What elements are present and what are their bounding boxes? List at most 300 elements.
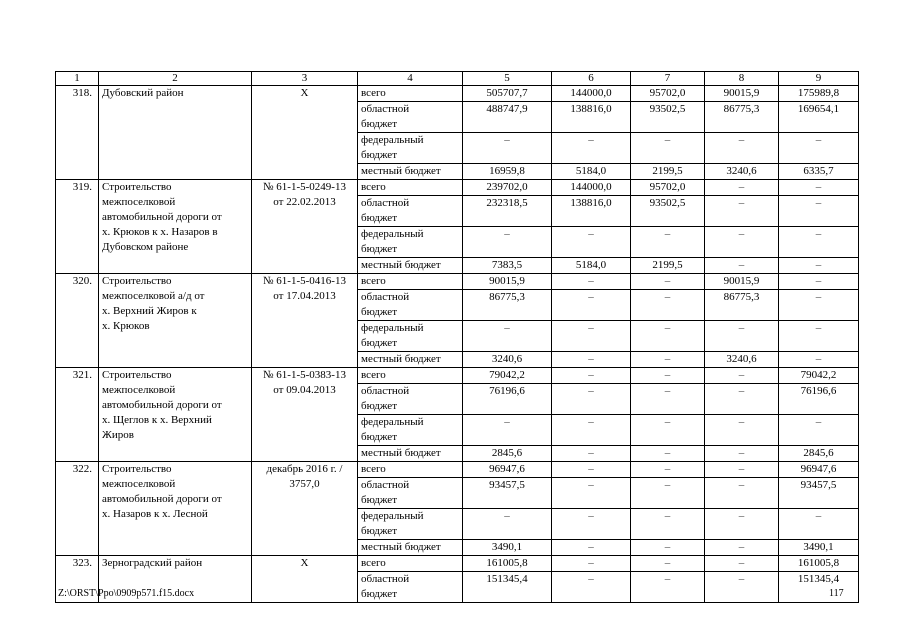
funding-source	[358, 462, 463, 478]
amount-cell	[705, 102, 779, 133]
amount-cell	[631, 321, 705, 352]
amount-cell	[705, 540, 779, 556]
amount-value: 232318,5	[486, 197, 528, 209]
text-line: областной	[361, 291, 410, 303]
amount-value: –	[504, 510, 510, 522]
text-line: Дубовский район	[102, 87, 184, 99]
text-line: бюджет	[361, 400, 397, 412]
amount-cell	[631, 102, 705, 133]
amount-value: –	[664, 463, 671, 475]
amount-cell	[779, 133, 859, 164]
row-number: 319.	[56, 180, 99, 274]
text-line: автомобильной дороги от	[102, 493, 222, 505]
amount-value: –	[588, 479, 594, 491]
text-line: местный бюджет	[361, 353, 441, 365]
document-ref	[252, 462, 358, 556]
amount-value: 161005,8	[797, 557, 840, 569]
amount-value: –	[738, 134, 745, 146]
amount-value: –	[738, 369, 745, 381]
amount-value: –	[588, 510, 594, 522]
amount-cell	[705, 180, 779, 196]
amount-value: –	[588, 541, 594, 553]
amount-value: –	[738, 479, 745, 491]
text-line: всего	[361, 557, 386, 569]
amount-value: 79042,2	[489, 369, 525, 381]
amount-cell	[705, 227, 779, 258]
funding-source	[358, 290, 463, 321]
amount-cell	[631, 196, 705, 227]
funding-source	[358, 196, 463, 227]
amount-cell	[705, 478, 779, 509]
amount-cell	[779, 384, 859, 415]
document-ref	[252, 180, 358, 274]
amount-value: –	[588, 228, 594, 240]
funding-source	[358, 227, 463, 258]
amount-value: –	[738, 447, 745, 459]
funding-source	[358, 368, 463, 384]
amount-cell	[552, 133, 631, 164]
amount-value: 90015,9	[723, 275, 760, 287]
amount-value: 2845,6	[803, 447, 834, 459]
amount-cell	[705, 384, 779, 415]
amount-cell	[463, 572, 552, 603]
amount-value: 86775,3	[723, 103, 760, 115]
amount-value: 3240,6	[491, 353, 523, 365]
amount-cell	[705, 86, 779, 102]
amount-cell	[552, 86, 631, 102]
amount-cell	[552, 321, 631, 352]
amount-value: –	[664, 479, 671, 491]
text-line: бюджет	[361, 525, 397, 537]
table-row	[56, 180, 859, 196]
amount-cell	[705, 290, 779, 321]
amount-cell	[779, 227, 859, 258]
text-line: областной	[361, 479, 410, 491]
amount-cell	[779, 462, 859, 478]
amount-value: 96947,6	[800, 463, 837, 475]
amount-value: 86775,3	[489, 291, 525, 303]
amount-value: 3240,6	[726, 353, 757, 365]
file-path: Z:\ORST\Ppo\0909p571.f15.docx	[58, 588, 195, 599]
amount-value: 144000,0	[570, 87, 612, 99]
document-ref	[252, 274, 358, 368]
funding-source	[358, 133, 463, 164]
amount-value: –	[738, 259, 745, 271]
amount-value: 93457,5	[489, 479, 525, 491]
amount-value: –	[738, 510, 745, 522]
amount-value: –	[738, 322, 745, 334]
amount-cell	[631, 133, 705, 164]
amount-value: –	[738, 197, 745, 209]
amount-cell	[631, 352, 705, 368]
amount-value: 90015,9	[489, 275, 525, 287]
text-line: № 61-1-5-0383-13	[263, 369, 346, 381]
amount-value: –	[664, 416, 671, 428]
amount-value: 505707,7	[486, 87, 528, 99]
amount-cell	[552, 509, 631, 540]
amount-cell	[463, 290, 552, 321]
amount-value: –	[815, 510, 822, 522]
amount-cell	[552, 290, 631, 321]
text-line: от 17.04.2013	[273, 290, 336, 302]
amount-cell	[552, 274, 631, 290]
amount-value: –	[738, 557, 745, 569]
text-line: федеральный	[361, 134, 424, 146]
column-header: 9	[779, 72, 859, 86]
amount-cell	[631, 462, 705, 478]
amount-value: 3240,6	[726, 165, 757, 177]
amount-cell	[463, 352, 552, 368]
text-line: № 61-1-5-0416-13	[263, 275, 346, 287]
amount-value: –	[588, 557, 594, 569]
amount-value: –	[738, 416, 745, 428]
table-row	[56, 274, 859, 290]
amount-cell	[705, 446, 779, 462]
text-line: всего	[361, 369, 386, 381]
amount-value: –	[815, 134, 822, 146]
amount-value: –	[815, 228, 822, 240]
amount-value: –	[664, 447, 671, 459]
text-line: Зерноградский район	[102, 557, 203, 569]
amount-value: 2199,5	[652, 165, 683, 177]
amount-value: 151345,4	[797, 573, 840, 585]
amount-value: 5184,0	[575, 259, 607, 271]
funding-source	[358, 102, 463, 133]
funding-source	[358, 509, 463, 540]
amount-cell	[552, 556, 631, 572]
amount-value: –	[815, 291, 822, 303]
text-line: областной	[361, 573, 410, 585]
amount-cell	[552, 352, 631, 368]
amount-cell	[552, 384, 631, 415]
amount-value: –	[588, 369, 594, 381]
amount-value: 138816,0	[570, 103, 612, 115]
text-line: автомобильной дороги от	[102, 211, 222, 223]
table-row	[56, 556, 859, 572]
amount-cell	[631, 556, 705, 572]
funding-source	[358, 478, 463, 509]
text-line: бюджет	[361, 588, 397, 600]
amount-cell	[552, 572, 631, 603]
amount-value: 3490,1	[803, 541, 834, 553]
amount-cell	[552, 446, 631, 462]
amount-cell	[631, 368, 705, 384]
amount-cell	[779, 556, 859, 572]
table-row	[56, 368, 859, 384]
amount-cell	[463, 509, 552, 540]
amount-cell	[779, 164, 859, 180]
funding-source	[358, 258, 463, 274]
amount-cell	[463, 462, 552, 478]
text-line: х. Верхний Жиров к	[102, 305, 197, 317]
amount-value: –	[504, 228, 510, 240]
text-line: бюджет	[361, 306, 397, 318]
funding-source	[358, 384, 463, 415]
amount-value: –	[664, 275, 671, 287]
amount-cell	[552, 462, 631, 478]
document-ref	[252, 368, 358, 462]
page-number: 117	[829, 588, 844, 599]
text-line: бюджет	[361, 337, 397, 349]
amount-value: 488747,9	[486, 103, 528, 115]
funding-source	[358, 321, 463, 352]
amount-value: 79042,2	[800, 369, 837, 381]
column-header: 1	[56, 72, 99, 86]
amount-value: 93502,5	[649, 103, 686, 115]
amount-value: –	[815, 322, 822, 334]
amount-cell	[705, 321, 779, 352]
text-line: всего	[361, 463, 386, 475]
document-ref	[252, 556, 358, 603]
object-name	[99, 462, 252, 556]
amount-cell	[705, 352, 779, 368]
amount-cell	[705, 415, 779, 446]
amount-cell	[779, 352, 859, 368]
amount-value: –	[664, 369, 671, 381]
text-line: Х	[300, 87, 309, 99]
amount-value: –	[664, 573, 671, 585]
text-line: межпоселковой	[102, 196, 176, 208]
amount-cell	[779, 196, 859, 227]
text-line: от 22.02.2013	[273, 196, 336, 208]
amount-value: –	[815, 259, 822, 271]
column-header: 5	[463, 72, 552, 86]
amount-cell	[552, 540, 631, 556]
text-line: 3757,0	[289, 478, 320, 490]
amount-value: –	[504, 322, 510, 334]
amount-value: 90015,9	[723, 87, 760, 99]
amount-cell	[552, 258, 631, 274]
text-line: бюджет	[361, 212, 397, 224]
amount-value: –	[588, 134, 594, 146]
object-name	[99, 368, 252, 462]
amount-cell	[552, 164, 631, 180]
amount-cell	[631, 258, 705, 274]
amount-cell	[779, 321, 859, 352]
amount-value: 16959,8	[489, 165, 525, 177]
amount-cell	[552, 196, 631, 227]
amount-value: –	[738, 541, 745, 553]
row-number: 322.	[56, 462, 99, 556]
amount-value: –	[664, 353, 671, 365]
text-line: № 61-1-5-0249-13	[263, 181, 346, 193]
text-line: Жиров	[102, 429, 134, 441]
amount-value: –	[664, 322, 671, 334]
amount-cell	[705, 164, 779, 180]
amount-cell	[705, 572, 779, 603]
amount-cell	[463, 86, 552, 102]
amount-cell	[705, 274, 779, 290]
amount-value: –	[664, 557, 671, 569]
amount-cell	[705, 133, 779, 164]
amount-cell	[779, 368, 859, 384]
amount-value: 96947,6	[489, 463, 525, 475]
amount-value: 144000,0	[570, 181, 612, 193]
amount-cell	[631, 274, 705, 290]
amount-cell	[463, 102, 552, 133]
amount-value: 151345,4	[486, 573, 528, 585]
amount-cell	[779, 572, 859, 603]
amount-value: –	[588, 291, 594, 303]
amount-cell	[779, 446, 859, 462]
text-line: межпоселковой а/д от	[102, 290, 205, 302]
amount-cell	[631, 415, 705, 446]
amount-cell	[552, 415, 631, 446]
amount-value: –	[664, 291, 671, 303]
amount-value: –	[588, 573, 594, 585]
amount-value: –	[664, 134, 671, 146]
amount-value: 2199,5	[652, 259, 683, 271]
text-line: областной	[361, 103, 410, 115]
row-number: 321.	[56, 368, 99, 462]
amount-value: 76196,6	[800, 385, 837, 397]
amount-value: 5184,0	[575, 165, 607, 177]
amount-value: –	[815, 275, 822, 287]
amount-cell	[631, 509, 705, 540]
amount-value: –	[738, 181, 745, 193]
amount-cell	[631, 86, 705, 102]
row-number: 320.	[56, 274, 99, 368]
amount-cell	[705, 556, 779, 572]
text-line: бюджет	[361, 494, 397, 506]
amount-cell	[779, 258, 859, 274]
text-line: местный бюджет	[361, 447, 441, 459]
text-line: Строительство	[102, 369, 172, 381]
amount-cell	[463, 556, 552, 572]
amount-value: –	[815, 353, 822, 365]
amount-value: –	[588, 463, 594, 475]
amount-cell	[631, 164, 705, 180]
amount-cell	[705, 368, 779, 384]
text-line: местный бюджет	[361, 541, 441, 553]
amount-value: 239702,0	[486, 181, 528, 193]
amount-cell	[463, 258, 552, 274]
text-line: федеральный	[361, 322, 424, 334]
column-header: 6	[552, 72, 631, 86]
amount-value: –	[664, 541, 671, 553]
amount-value: 175989,8	[797, 87, 840, 99]
text-line: Строительство	[102, 275, 172, 287]
funding-source	[358, 180, 463, 196]
funding-source	[358, 86, 463, 102]
header-row	[56, 72, 859, 86]
text-line: автомобильной дороги от	[102, 399, 222, 411]
table-row	[56, 86, 859, 102]
text-line: х. Назаров к х. Лесной	[102, 508, 208, 520]
column-header: 3	[252, 72, 358, 86]
text-line: областной	[361, 197, 410, 209]
amount-cell	[705, 196, 779, 227]
amount-cell	[631, 446, 705, 462]
amount-value: 169654,1	[797, 103, 840, 115]
amount-cell	[463, 368, 552, 384]
funding-source	[358, 446, 463, 462]
amount-value: –	[815, 181, 822, 193]
amount-cell	[705, 462, 779, 478]
table-row	[56, 462, 859, 478]
text-line: всего	[361, 275, 386, 287]
amount-cell	[631, 540, 705, 556]
amount-cell	[552, 180, 631, 196]
budget-table	[55, 71, 859, 603]
amount-cell	[779, 415, 859, 446]
amount-cell	[463, 274, 552, 290]
text-line: х. Крюков к х. Назаров в	[102, 226, 218, 238]
object-name	[99, 86, 252, 180]
text-line: бюджет	[361, 243, 397, 255]
column-header: 8	[705, 72, 779, 86]
amount-value: –	[588, 416, 594, 428]
amount-cell	[463, 446, 552, 462]
amount-cell	[631, 227, 705, 258]
text-line: межпоселковой	[102, 478, 176, 490]
amount-value: –	[738, 228, 745, 240]
amount-cell	[779, 274, 859, 290]
object-name	[99, 180, 252, 274]
text-line: местный бюджет	[361, 259, 441, 271]
amount-cell	[631, 180, 705, 196]
amount-cell	[631, 572, 705, 603]
amount-cell	[779, 86, 859, 102]
amount-value: –	[664, 385, 671, 397]
column-header: 2	[99, 72, 252, 86]
text-line: Х	[300, 557, 309, 569]
amount-value: 6335,7	[803, 165, 834, 177]
amount-value: 138816,0	[570, 197, 612, 209]
amount-value: 93457,5	[800, 479, 837, 491]
amount-cell	[463, 478, 552, 509]
text-line: х. Крюков	[102, 320, 150, 332]
amount-cell	[631, 478, 705, 509]
amount-cell	[631, 384, 705, 415]
amount-value: –	[738, 573, 745, 585]
amount-value: 95702,0	[649, 181, 686, 193]
funding-source	[358, 274, 463, 290]
amount-value: –	[664, 510, 671, 522]
amount-value: –	[588, 385, 594, 397]
amount-cell	[779, 290, 859, 321]
text-line: Строительство	[102, 463, 172, 475]
text-line: Дубовском районе	[102, 241, 189, 253]
row-number: 323.	[56, 556, 99, 603]
amount-value: 93502,5	[649, 197, 686, 209]
amount-cell	[779, 540, 859, 556]
text-line: бюджет	[361, 431, 397, 443]
funding-source	[358, 556, 463, 572]
amount-cell	[552, 102, 631, 133]
amount-value: –	[738, 463, 745, 475]
text-line: бюджет	[361, 149, 397, 161]
amount-value: 86775,3	[723, 291, 760, 303]
amount-value: 161005,8	[486, 557, 528, 569]
text-line: всего	[361, 87, 386, 99]
amount-cell	[463, 164, 552, 180]
amount-value: –	[738, 385, 745, 397]
amount-value: 3490,1	[491, 541, 523, 553]
funding-source	[358, 415, 463, 446]
amount-cell	[631, 290, 705, 321]
text-line: межпоселковой	[102, 384, 176, 396]
amount-cell	[705, 509, 779, 540]
amount-value: 2845,6	[491, 447, 523, 459]
amount-value: –	[588, 275, 594, 287]
document-ref	[252, 86, 358, 180]
object-name	[99, 274, 252, 368]
column-header: 4	[358, 72, 463, 86]
amount-cell	[705, 258, 779, 274]
amount-value: –	[815, 416, 822, 428]
amount-cell	[779, 478, 859, 509]
